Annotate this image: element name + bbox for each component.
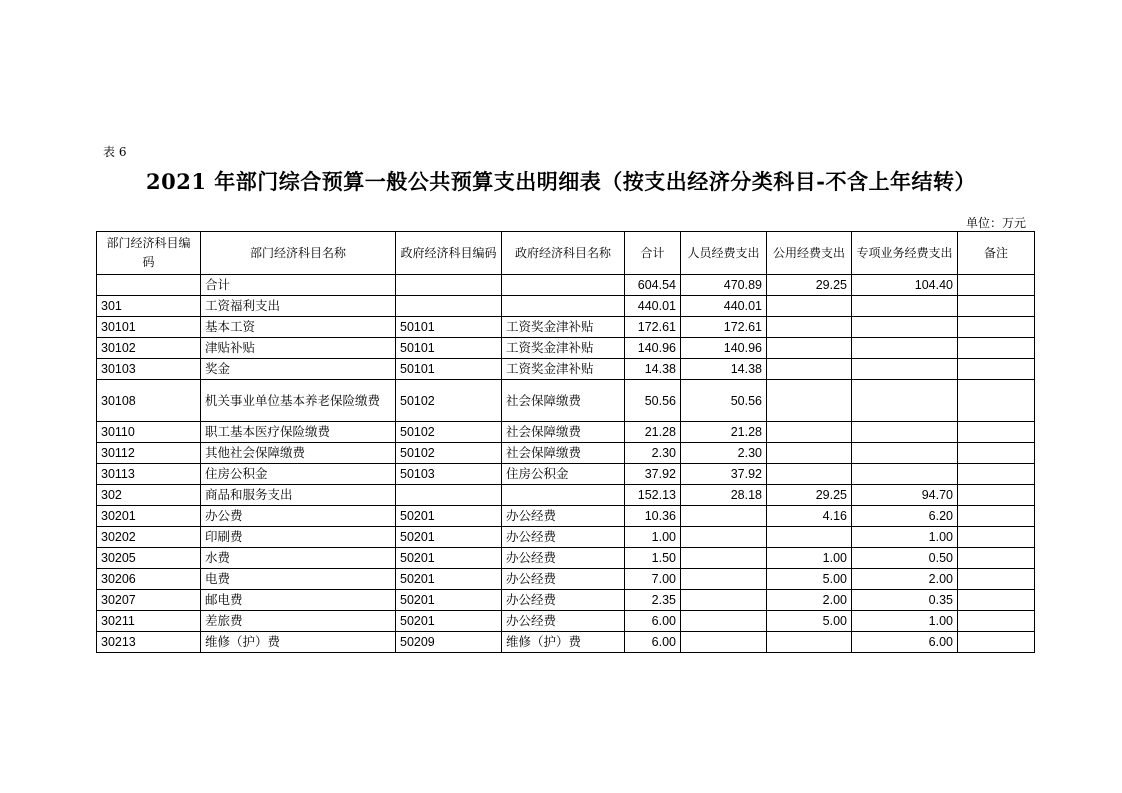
cell-special [852,380,958,422]
cell-personnel: 21.28 [681,422,767,443]
cell-public: 4.16 [767,506,852,527]
cell-total: 37.92 [625,464,681,485]
cell-public [767,527,852,548]
cell-gov-name: 办公经费 [502,569,625,590]
cell-special: 0.35 [852,590,958,611]
cell-dept-code: 30112 [97,443,201,464]
cell-dept-code: 30205 [97,548,201,569]
table-row [97,590,1035,611]
cell-public [767,380,852,422]
page-title: 2021 年部门综合预算一般公共预算支出明细表（按支出经济分类科目-不含上年结转） [146,169,976,194]
cell-total: 6.00 [625,632,681,653]
table-row [97,548,1035,569]
cell-dept-name: 办公费 [201,506,396,527]
cell-dept-name: 奖金 [201,359,396,380]
cell-personnel [681,611,767,632]
cell-note [958,527,1035,548]
cell-total: 604.54 [625,275,681,296]
cell-note [958,275,1035,296]
cell-gov-name [502,296,625,317]
cell-gov-code: 50101 [396,338,502,359]
cell-personnel: 37.92 [681,464,767,485]
cell-total: 7.00 [625,569,681,590]
cell-special: 6.20 [852,506,958,527]
cell-gov-code: 50101 [396,317,502,338]
table-body [97,275,1035,653]
cell-gov-name: 维修（护）费 [502,632,625,653]
cell-public: 29.25 [767,275,852,296]
cell-gov-name: 工资奖金津补贴 [502,338,625,359]
cell-gov-code [396,296,502,317]
cell-personnel: 14.38 [681,359,767,380]
cell-personnel: 28.18 [681,485,767,506]
cell-gov-code: 50102 [396,380,502,422]
header-note: 备注 [958,232,1035,275]
header-total: 合计 [625,232,681,275]
cell-note [958,359,1035,380]
cell-total: 50.56 [625,380,681,422]
table-row [97,632,1035,653]
cell-personnel [681,632,767,653]
cell-total: 21.28 [625,422,681,443]
cell-special: 104.40 [852,275,958,296]
cell-note [958,296,1035,317]
cell-special: 94.70 [852,485,958,506]
cell-personnel: 140.96 [681,338,767,359]
cell-personnel [681,569,767,590]
cell-dept-name: 基本工资 [201,317,396,338]
cell-dept-name: 津贴补贴 [201,338,396,359]
cell-dept-name: 商品和服务支出 [201,485,396,506]
cell-gov-code: 50201 [396,590,502,611]
cell-dept-code: 30213 [97,632,201,653]
cell-dept-code: 30102 [97,338,201,359]
cell-gov-name [502,485,625,506]
unit-label: 单位：万元 [965,216,1026,230]
table-header-row [97,232,1035,275]
cell-note [958,569,1035,590]
cell-dept-name: 电费 [201,569,396,590]
cell-personnel: 2.30 [681,443,767,464]
cell-public: 29.25 [767,485,852,506]
cell-public: 1.00 [767,548,852,569]
table-row [97,506,1035,527]
cell-note [958,464,1035,485]
cell-public: 5.00 [767,569,852,590]
header-dept-name: 部门经济科目名称 [201,232,396,275]
cell-dept-name: 印刷费 [201,527,396,548]
cell-special [852,443,958,464]
cell-note [958,590,1035,611]
header-gov-name: 政府经济科目名称 [502,232,625,275]
header-special: 专项业务经费支出 [852,232,958,275]
cell-gov-code: 50201 [396,506,502,527]
cell-total: 2.30 [625,443,681,464]
table-row [97,359,1035,380]
cell-personnel [681,590,767,611]
cell-gov-code: 50103 [396,464,502,485]
cell-dept-code: 30206 [97,569,201,590]
cell-dept-name: 职工基本医疗保险缴费 [201,422,396,443]
cell-dept-name: 水费 [201,548,396,569]
cell-gov-code: 50201 [396,611,502,632]
budget-table [96,231,1035,653]
cell-public [767,296,852,317]
cell-gov-name: 社会保障缴费 [502,422,625,443]
cell-dept-code: 30201 [97,506,201,527]
table-row [97,317,1035,338]
cell-gov-name: 办公经费 [502,527,625,548]
cell-public: 2.00 [767,590,852,611]
cell-dept-name: 机关事业单位基本养老保险缴费 [201,380,396,422]
cell-gov-code: 50201 [396,548,502,569]
cell-total: 2.35 [625,590,681,611]
cell-dept-code: 30113 [97,464,201,485]
table-number-label: 表 6 [103,145,127,159]
header-gov-code: 政府经济科目编码 [396,232,502,275]
cell-gov-code: 50102 [396,443,502,464]
cell-note [958,485,1035,506]
cell-special [852,296,958,317]
cell-total: 1.00 [625,527,681,548]
cell-public [767,317,852,338]
table-row [97,527,1035,548]
cell-special: 1.00 [852,611,958,632]
cell-personnel: 172.61 [681,317,767,338]
cell-total: 440.01 [625,296,681,317]
cell-dept-name: 合计 [201,275,396,296]
cell-note [958,506,1035,527]
cell-special: 0.50 [852,548,958,569]
cell-gov-name: 办公经费 [502,611,625,632]
cell-special [852,422,958,443]
cell-dept-code: 302 [97,485,201,506]
cell-gov-name: 办公经费 [502,548,625,569]
table-row [97,338,1035,359]
cell-gov-name [502,275,625,296]
cell-dept-code [97,275,201,296]
header-personnel: 人员经费支出 [681,232,767,275]
cell-personnel [681,548,767,569]
cell-total: 6.00 [625,611,681,632]
table-row [97,443,1035,464]
cell-gov-code [396,275,502,296]
cell-note [958,380,1035,422]
cell-gov-name: 办公经费 [502,590,625,611]
table-row [97,380,1035,422]
cell-dept-name: 其他社会保障缴费 [201,443,396,464]
cell-total: 140.96 [625,338,681,359]
cell-note [958,422,1035,443]
cell-dept-name: 差旅费 [201,611,396,632]
cell-gov-code: 50201 [396,569,502,590]
cell-dept-name: 工资福利支出 [201,296,396,317]
cell-public [767,443,852,464]
cell-gov-name: 住房公积金 [502,464,625,485]
cell-total: 152.13 [625,485,681,506]
cell-dept-code: 30108 [97,380,201,422]
cell-public [767,464,852,485]
cell-special: 2.00 [852,569,958,590]
cell-public [767,422,852,443]
header-dept-code: 部门经济科目编码 [97,232,201,275]
cell-gov-code: 50101 [396,359,502,380]
cell-dept-code: 30110 [97,422,201,443]
cell-note [958,632,1035,653]
cell-personnel [681,527,767,548]
cell-gov-code: 50102 [396,422,502,443]
cell-personnel [681,506,767,527]
cell-special [852,464,958,485]
cell-gov-name: 工资奖金津补贴 [502,359,625,380]
cell-dept-code: 30207 [97,590,201,611]
cell-dept-code: 30202 [97,527,201,548]
cell-public [767,338,852,359]
cell-gov-code [396,485,502,506]
table-row [97,485,1035,506]
cell-dept-code: 30103 [97,359,201,380]
cell-note [958,443,1035,464]
cell-dept-code: 301 [97,296,201,317]
cell-public: 5.00 [767,611,852,632]
cell-special [852,359,958,380]
cell-dept-name: 维修（护）费 [201,632,396,653]
cell-gov-code: 50209 [396,632,502,653]
cell-gov-name: 工资奖金津补贴 [502,317,625,338]
table-row [97,611,1035,632]
cell-personnel: 470.89 [681,275,767,296]
cell-special [852,338,958,359]
cell-total: 172.61 [625,317,681,338]
table-row [97,275,1035,296]
cell-total: 1.50 [625,548,681,569]
table-row [97,422,1035,443]
cell-note [958,611,1035,632]
cell-dept-name: 住房公积金 [201,464,396,485]
cell-special [852,317,958,338]
cell-dept-code: 30101 [97,317,201,338]
cell-personnel: 440.01 [681,296,767,317]
cell-gov-name: 社会保障缴费 [502,380,625,422]
cell-special: 1.00 [852,527,958,548]
cell-gov-name: 社会保障缴费 [502,443,625,464]
cell-total: 14.38 [625,359,681,380]
cell-personnel: 50.56 [681,380,767,422]
cell-special: 6.00 [852,632,958,653]
cell-public [767,359,852,380]
cell-gov-code: 50201 [396,527,502,548]
cell-dept-name: 邮电费 [201,590,396,611]
table-row [97,464,1035,485]
table-row [97,569,1035,590]
header-public: 公用经费支出 [767,232,852,275]
cell-gov-name: 办公经费 [502,506,625,527]
cell-note [958,338,1035,359]
cell-note [958,548,1035,569]
cell-total: 10.36 [625,506,681,527]
cell-public [767,632,852,653]
cell-dept-code: 30211 [97,611,201,632]
table-row [97,296,1035,317]
cell-note [958,317,1035,338]
